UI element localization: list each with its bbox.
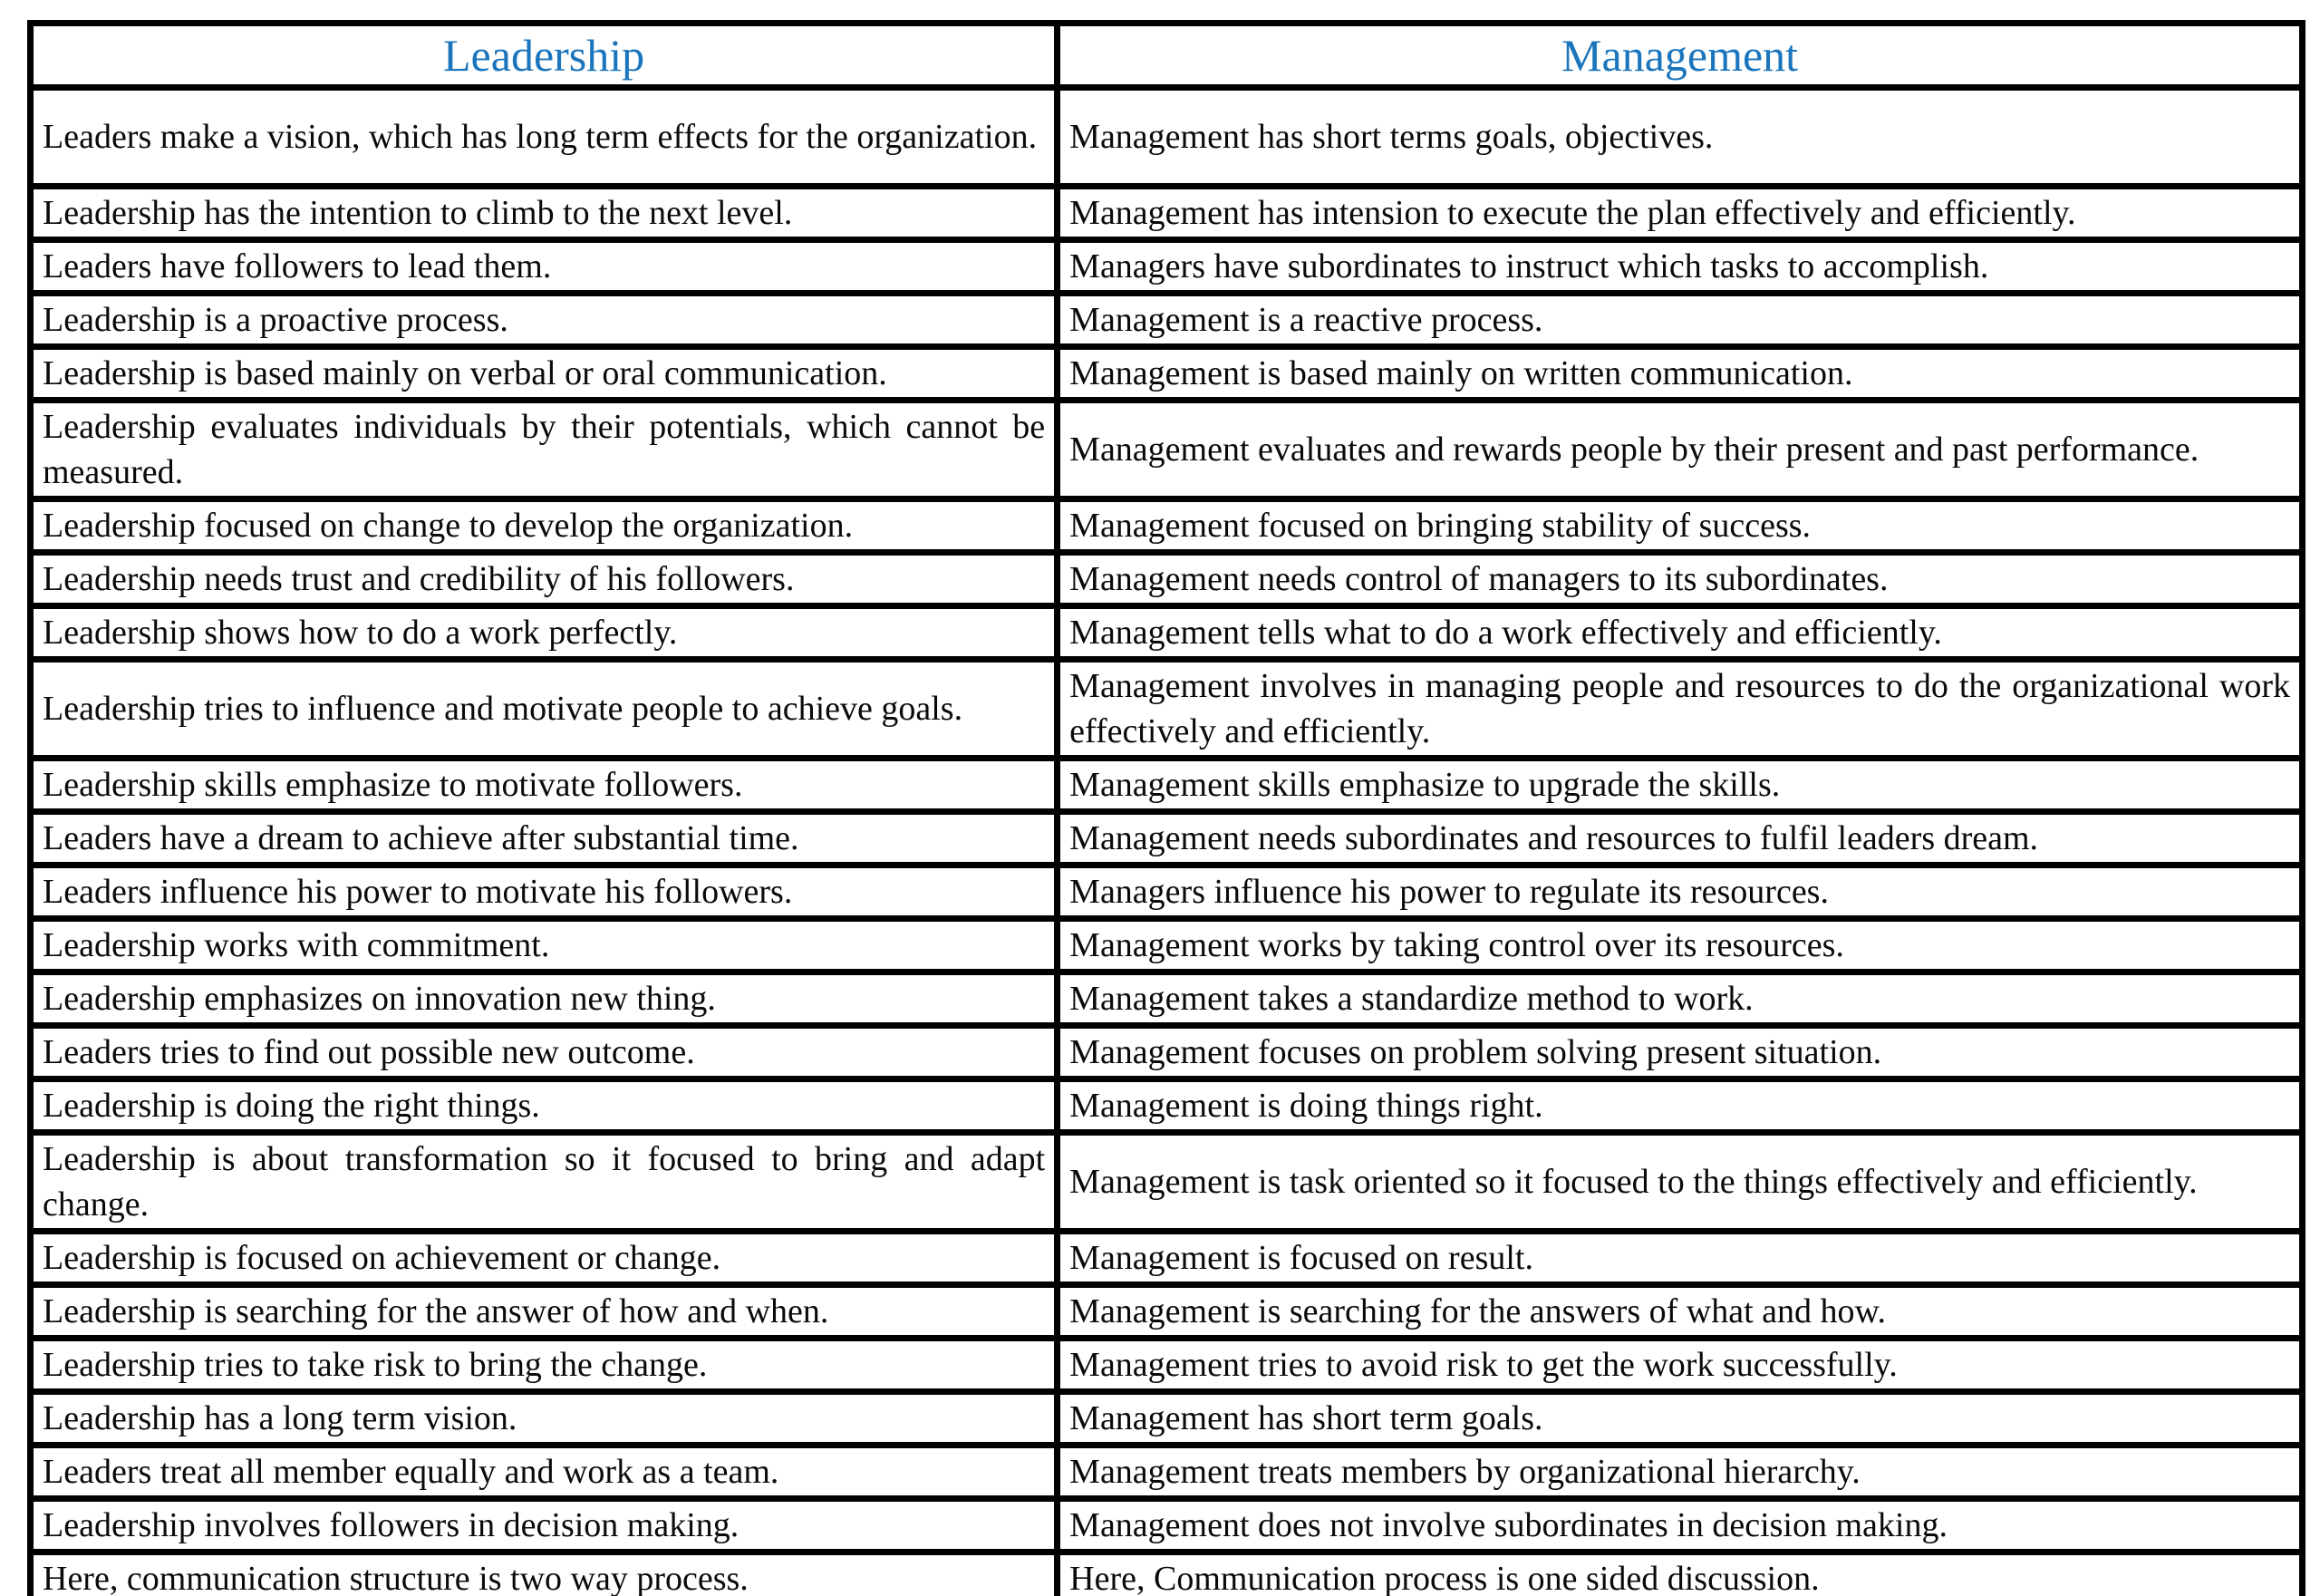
leadership-cell: Leadership tries to take risk to bring the change. xyxy=(31,1339,1058,1392)
leadership-cell: Leadership shows how to do a work perfectly. xyxy=(31,606,1058,660)
management-cell: Management focuses on problem solving present situation. xyxy=(1058,1026,2303,1079)
management-cell: Management needs control of managers to its subordinates. xyxy=(1058,553,2303,606)
table-row xyxy=(31,1392,2303,1446)
table-row xyxy=(31,401,2303,499)
management-cell: Management does not involve subordinates in decision making. xyxy=(1058,1499,2303,1552)
leadership-cell: Here, communication structure is two way process. xyxy=(31,1552,1058,1596)
table-row xyxy=(31,1339,2303,1392)
table-row xyxy=(31,1232,2303,1285)
table-row xyxy=(31,1026,2303,1079)
management-cell: Management has intension to execute the plan effectively and efficiently. xyxy=(1058,187,2303,240)
table-row xyxy=(31,1446,2303,1499)
management-cell: Here, Communication process is one sided discussion. xyxy=(1058,1552,2303,1596)
management-cell: Managers influence his power to regulate its resources. xyxy=(1058,866,2303,919)
leadership-cell: Leadership skills emphasize to motivate followers. xyxy=(31,759,1058,812)
table-row xyxy=(31,1133,2303,1232)
management-cell: Management is a reactive process. xyxy=(1058,294,2303,347)
table-row xyxy=(31,972,2303,1026)
table-row xyxy=(31,919,2303,972)
leadership-cell: Leadership emphasizes on innovation new thing. xyxy=(31,972,1058,1026)
table-row xyxy=(31,866,2303,919)
leadership-cell: Leadership focused on change to develop the organization. xyxy=(31,499,1058,553)
management-cell: Management has short term goals. xyxy=(1058,1392,2303,1446)
management-cell: Management treats members by organizational hierarchy. xyxy=(1058,1446,2303,1499)
leadership-cell: Leaders have followers to lead them. xyxy=(31,240,1058,294)
table-row xyxy=(31,606,2303,660)
management-cell: Management focused on bringing stability of success. xyxy=(1058,499,2303,553)
leadership-cell: Leadership is focused on achievement or change. xyxy=(31,1232,1058,1285)
table-row xyxy=(31,1079,2303,1133)
leadership-column-header: Leadership xyxy=(31,24,1058,88)
leadership-cell: Leadership is based mainly on verbal or oral communication. xyxy=(31,347,1058,401)
management-cell: Management skills emphasize to upgrade the skills. xyxy=(1058,759,2303,812)
table-row xyxy=(31,1552,2303,1596)
leadership-cell: Leaders influence his power to motivate his followers. xyxy=(31,866,1058,919)
leadership-cell: Leadership evaluates individuals by their potentials, which cannot be measured. xyxy=(31,401,1058,499)
management-cell: Management tells what to do a work effectively and efficiently. xyxy=(1058,606,2303,660)
management-cell: Managers have subordinates to instruct which tasks to accomplish. xyxy=(1058,240,2303,294)
management-cell: Management tries to avoid risk to get the work successfully. xyxy=(1058,1339,2303,1392)
table-row xyxy=(31,759,2303,812)
table-row xyxy=(31,88,2303,187)
leadership-cell: Leaders have a dream to achieve after substantial time. xyxy=(31,812,1058,866)
management-cell: Management is task oriented so it focused to the things effectively and efficiently. xyxy=(1058,1133,2303,1232)
management-cell: Management evaluates and rewards people by their present and past performance. xyxy=(1058,401,2303,499)
leadership-cell: Leadership needs trust and credibility of his followers. xyxy=(31,553,1058,606)
table-row xyxy=(31,1499,2303,1552)
management-cell: Management is searching for the answers of what and how. xyxy=(1058,1285,2303,1339)
leadership-cell: Leaders make a vision, which has long term effects for the organization. xyxy=(31,88,1058,187)
leadership-cell: Leadership involves followers in decision making. xyxy=(31,1499,1058,1552)
header-row xyxy=(31,24,2303,88)
table-row xyxy=(31,187,2303,240)
management-cell: Management has short terms goals, objectives. xyxy=(1058,88,2303,187)
management-cell: Management is based mainly on written communication. xyxy=(1058,347,2303,401)
table-row xyxy=(31,1285,2303,1339)
leadership-cell: Leadership has a long term vision. xyxy=(31,1392,1058,1446)
management-cell: Management takes a standardize method to work. xyxy=(1058,972,2303,1026)
table-row xyxy=(31,812,2303,866)
table-row xyxy=(31,347,2303,401)
table-row xyxy=(31,660,2303,759)
leadership-cell: Leadership is about transformation so it focused to bring and adapt change. xyxy=(31,1133,1058,1232)
management-column-header: Management xyxy=(1058,24,2303,88)
table-row xyxy=(31,553,2303,606)
management-cell: Management is focused on result. xyxy=(1058,1232,2303,1285)
table-row xyxy=(31,499,2303,553)
leadership-cell: Leadership has the intention to climb to the next level. xyxy=(31,187,1058,240)
leadership-cell: Leadership is a proactive process. xyxy=(31,294,1058,347)
table-row xyxy=(31,294,2303,347)
management-cell: Management needs subordinates and resources to fulfil leaders dream. xyxy=(1058,812,2303,866)
leadership-cell: Leadership tries to influence and motivate people to achieve goals. xyxy=(31,660,1058,759)
leadership-cell: Leaders tries to find out possible new outcome. xyxy=(31,1026,1058,1079)
management-cell: Management works by taking control over its resources. xyxy=(1058,919,2303,972)
table-row xyxy=(31,240,2303,294)
leadership-cell: Leadership works with commitment. xyxy=(31,919,1058,972)
leadership-management-comparison-table xyxy=(27,20,2306,1596)
leadership-cell: Leadership is doing the right things. xyxy=(31,1079,1058,1133)
leadership-cell: Leaders treat all member equally and work as a team. xyxy=(31,1446,1058,1499)
table-body xyxy=(31,88,2303,1596)
management-cell: Management is doing things right. xyxy=(1058,1079,2303,1133)
leadership-cell: Leadership is searching for the answer of how and when. xyxy=(31,1285,1058,1339)
management-cell: Management involves in managing people and resources to do the organizational work effectively and efficiently. xyxy=(1058,660,2303,759)
